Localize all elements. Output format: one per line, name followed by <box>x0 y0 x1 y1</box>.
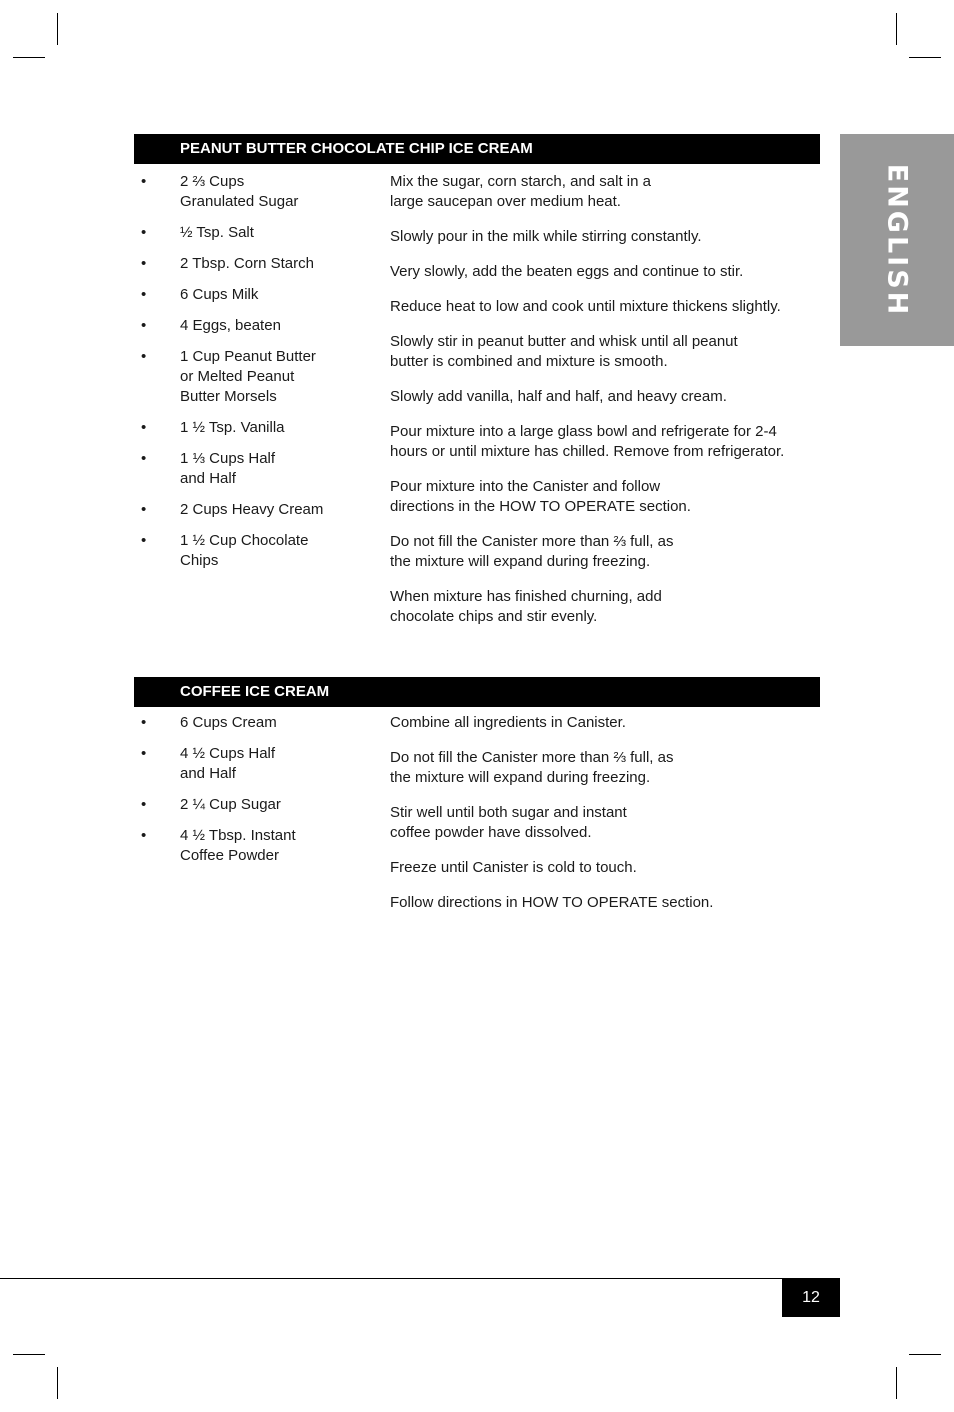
ingredient-item: • 2 Cups Heavy Cream <box>141 501 324 518</box>
ingredient-item: • ½ Tsp. Salt <box>141 224 254 241</box>
directions-list <box>390 713 820 928</box>
ingredient-item: • 2 ¼ Cup Sugar <box>141 796 281 813</box>
crop-mark <box>57 1367 58 1399</box>
ingredient-item: • 2 ⅔ Cups Granulated Sugar <box>141 173 299 210</box>
direction-step: Reduce heat to low and cook until mixture thickens slightly. <box>390 298 781 315</box>
recipe-section <box>134 677 820 911</box>
direction-step: Very slowly, add the beaten eggs and continue to stir. <box>390 263 744 280</box>
crop-mark <box>909 1354 941 1355</box>
direction-step: Freeze until Canister is cold to touch. <box>390 859 637 876</box>
ingredient-item: • 6 Cups Cream <box>141 714 277 731</box>
ingredient-item: • 4 Eggs, beaten <box>141 317 281 334</box>
ingredient-item: • 1 ½ Cup Chocolate Chips <box>141 532 309 569</box>
crop-mark <box>13 57 45 58</box>
recipe-section <box>134 134 820 625</box>
crop-mark <box>13 1354 45 1355</box>
ingredient-item: • 2 Tbsp. Corn Starch <box>141 255 314 272</box>
crop-mark <box>896 1367 897 1399</box>
directions-list <box>390 172 820 642</box>
direction-step: Slowly add vanilla, half and half, and heavy cream. <box>390 388 727 405</box>
recipe-title: PEANUT BUTTER CHOCOLATE CHIP ICE CREAM <box>134 134 820 164</box>
crop-mark <box>909 57 941 58</box>
ingredient-item: • 4 ½ Cups Half and Half <box>141 745 276 782</box>
ingredient-item: • 4 ½ Tbsp. Instant Coffee Powder <box>141 827 296 864</box>
page-number: 12 <box>782 1278 840 1317</box>
direction-step: Do not fill the Canister more than ⅔ full, as the mixture will expand during freezing. <box>390 533 674 570</box>
direction-step: Stir well until both sugar and instant coffee powder have dissolved. <box>390 804 627 841</box>
direction-step: Slowly pour in the milk while stirring constantly. <box>390 228 702 245</box>
direction-step: Mix the sugar, corn starch, and salt in a large saucepan over medium heat. <box>390 173 651 210</box>
direction-step: Slowly stir in peanut butter and whisk until all peanut butter is combined and mixture is smooth. <box>390 333 738 370</box>
direction-step: Do not fill the Canister more than ⅔ full, as the mixture will expand during freezing. <box>390 749 674 786</box>
ingredient-item: • 1 Cup Peanut Butter or Melted Peanut Butter Morsels <box>141 348 316 405</box>
crop-mark <box>57 13 58 45</box>
language-tab-label: ENGLISH <box>881 163 913 317</box>
crop-mark <box>896 13 897 45</box>
recipe-title: COFFEE ICE CREAM <box>134 677 820 707</box>
ingredient-list <box>134 713 384 877</box>
ingredient-item: • 1 ⅓ Cups Half and Half <box>141 450 276 487</box>
direction-step: Follow directions in HOW TO OPERATE section. <box>390 894 714 911</box>
direction-step: Pour mixture into a large glass bowl and refrigerate for 2-4 hours or until mixture has chilled. Remove from refrigerator. <box>390 423 785 460</box>
ingredient-item: • 1 ½ Tsp. Vanilla <box>141 419 285 436</box>
direction-step: Combine all ingredients in Canister. <box>390 714 626 731</box>
footer-rule <box>0 1278 782 1279</box>
ingredient-item: • 6 Cups Milk <box>141 286 259 303</box>
language-tab <box>840 134 954 346</box>
ingredient-list <box>134 172 384 582</box>
direction-step: When mixture has finished churning, add chocolate chips and stir evenly. <box>390 588 662 625</box>
direction-step: Pour mixture into the Canister and follow directions in the HOW TO OPERATE section. <box>390 478 691 515</box>
